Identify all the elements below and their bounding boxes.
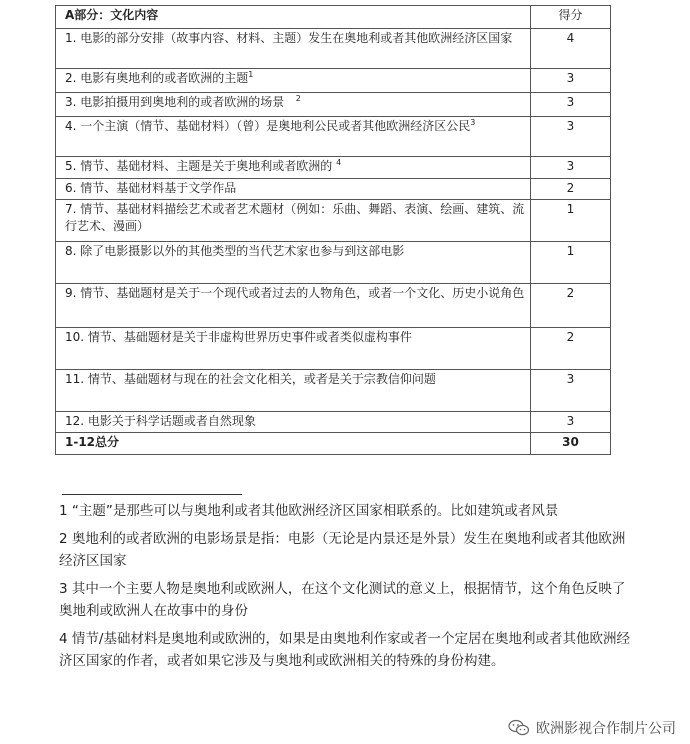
score-cell: 2 xyxy=(531,328,611,370)
table-row xyxy=(56,328,611,370)
score-cell: 3 xyxy=(531,157,611,179)
table-row xyxy=(56,179,611,200)
watermark xyxy=(508,718,676,738)
score-cell: 1 xyxy=(531,200,611,242)
row-text: 情节、基础材料描绘艺术或者艺术题材（例如：乐曲、舞蹈、表演、绘画、建筑、流行艺术、漫画） xyxy=(65,202,525,233)
footnotes xyxy=(59,500,634,678)
row-text: 除了电影摄影以外的其他类型的当代艺术家也参与到这部电影 xyxy=(80,244,405,258)
row-number: 1. xyxy=(65,31,77,45)
row-number: 7. xyxy=(65,202,77,216)
criterion-cell xyxy=(56,117,531,157)
table-row xyxy=(56,117,611,157)
total-row xyxy=(56,433,611,455)
culture-score-table xyxy=(55,5,611,455)
criterion-cell xyxy=(56,69,531,93)
row-number: 12. xyxy=(65,414,85,428)
footnote-text: 情节/基础材料是奥地利或欧洲的，如果是由奥地利作家或者一个定居在奥地利或者其他欧洲经济区国家的作者，或者如果它涉及与奥地利或欧洲相关的特殊的身份构建。 xyxy=(59,631,630,669)
score-cell: 2 xyxy=(531,284,611,328)
criterion-cell xyxy=(56,93,531,117)
table-row xyxy=(56,69,611,93)
row-text: 电影拍摄用到奥地利的或者欧洲的场景 xyxy=(80,95,285,109)
footnote-ref: 2 xyxy=(295,94,301,103)
criterion-cell xyxy=(56,370,531,412)
row-number: 9. xyxy=(65,286,77,300)
score-cell: 4 xyxy=(531,29,611,69)
row-text: 一个主演（情节、基础材料）（曾）是奥地利公民或者其他欧洲经济区公民 xyxy=(80,119,471,133)
score-cell: 2 xyxy=(531,179,611,200)
score-cell: 3 xyxy=(531,412,611,433)
table-row xyxy=(56,242,611,284)
score-header: 得分 xyxy=(531,6,611,29)
table-row xyxy=(56,370,611,412)
score-cell: 3 xyxy=(531,93,611,117)
footnote-number: 1 xyxy=(59,503,68,519)
table-row xyxy=(56,412,611,433)
row-text: 电影的部分安排（故事内容、材料、主题）发生在奥地利或者其他欧洲经济区国家 xyxy=(80,31,513,45)
table-row xyxy=(56,200,611,242)
footnote-text: 其中一个主要人物是奥地利或欧洲人，在这个文化测试的意义上，根据情节，这个角色反映了奥地利或欧洲人在故事中的身份 xyxy=(59,581,626,619)
score-cell: 1 xyxy=(531,242,611,284)
footnote-item xyxy=(59,528,634,572)
table-row xyxy=(56,157,611,179)
row-text: 情节、基础题材是关于一个现代或者过去的人物角色，或者一个文化、历史小说角色 xyxy=(80,286,525,300)
total-score: 30 xyxy=(531,433,611,455)
footnote-item xyxy=(59,628,634,672)
row-text: 情节、基础材料基于文学作品 xyxy=(80,181,237,195)
footnote-divider xyxy=(62,494,242,495)
table-row xyxy=(56,93,611,117)
footnote-number: 4 xyxy=(59,631,68,647)
footnote-ref: 4 xyxy=(336,158,342,167)
row-number: 5. xyxy=(65,159,77,173)
table-row xyxy=(56,29,611,69)
section-title: A部分：文化内容 xyxy=(56,6,531,29)
footnote-item xyxy=(59,578,634,622)
criterion-cell xyxy=(56,242,531,284)
criterion-cell xyxy=(56,179,531,200)
row-number: 8. xyxy=(65,244,77,258)
row-text: 电影关于科学话题或者自然现象 xyxy=(87,414,256,428)
criterion-cell xyxy=(56,200,531,242)
criterion-cell xyxy=(56,412,531,433)
culture-score-table-container xyxy=(55,5,610,455)
criterion-cell xyxy=(56,29,531,69)
footnote-text: 奥地利的或者欧洲的电影场景是指：电影（无论是内景还是外景）发生在奥地利或者其他欧洲经济区国家 xyxy=(59,531,626,569)
footnote-ref: 1 xyxy=(248,70,254,79)
row-number: 4. xyxy=(65,119,77,133)
table-row xyxy=(56,284,611,328)
footnote-ref: 3 xyxy=(470,118,476,127)
footnote-item xyxy=(59,500,634,522)
row-text: 情节、基础题材是关于非虚构世界历史事件或者类似虚构事件 xyxy=(87,330,412,344)
row-number: 2. xyxy=(65,71,77,85)
criterion-cell xyxy=(56,328,531,370)
criterion-cell xyxy=(56,284,531,328)
row-text: 电影有奥地利的或者欧洲的主题 xyxy=(80,71,249,85)
row-number: 10. xyxy=(65,330,85,344)
row-number: 6. xyxy=(65,181,77,195)
table-header-row xyxy=(56,6,611,29)
watermark-text: 欧洲影视合作制片公司 xyxy=(536,721,676,737)
row-text: 情节、基础材料、主题是关于奥地利或者欧洲的 xyxy=(80,159,333,173)
row-text: 情节、基础题材与现在的社会文化相关，或者是关于宗教信仰问题 xyxy=(87,372,436,386)
footnote-number: 2 xyxy=(59,531,68,547)
score-cell: 3 xyxy=(531,117,611,157)
criterion-cell xyxy=(56,157,531,179)
row-number: 11. xyxy=(65,372,85,386)
score-cell: 3 xyxy=(531,370,611,412)
score-cell: 3 xyxy=(531,69,611,93)
footnote-number: 3 xyxy=(59,581,68,597)
row-number: 3. xyxy=(65,95,77,109)
footnote-text: “主题”是那些可以与奥地利或者其他欧洲经济区国家相联系的。比如建筑或者风景 xyxy=(71,503,559,519)
wechat-icon xyxy=(508,719,530,737)
total-label: 1-12总分 xyxy=(56,433,531,455)
